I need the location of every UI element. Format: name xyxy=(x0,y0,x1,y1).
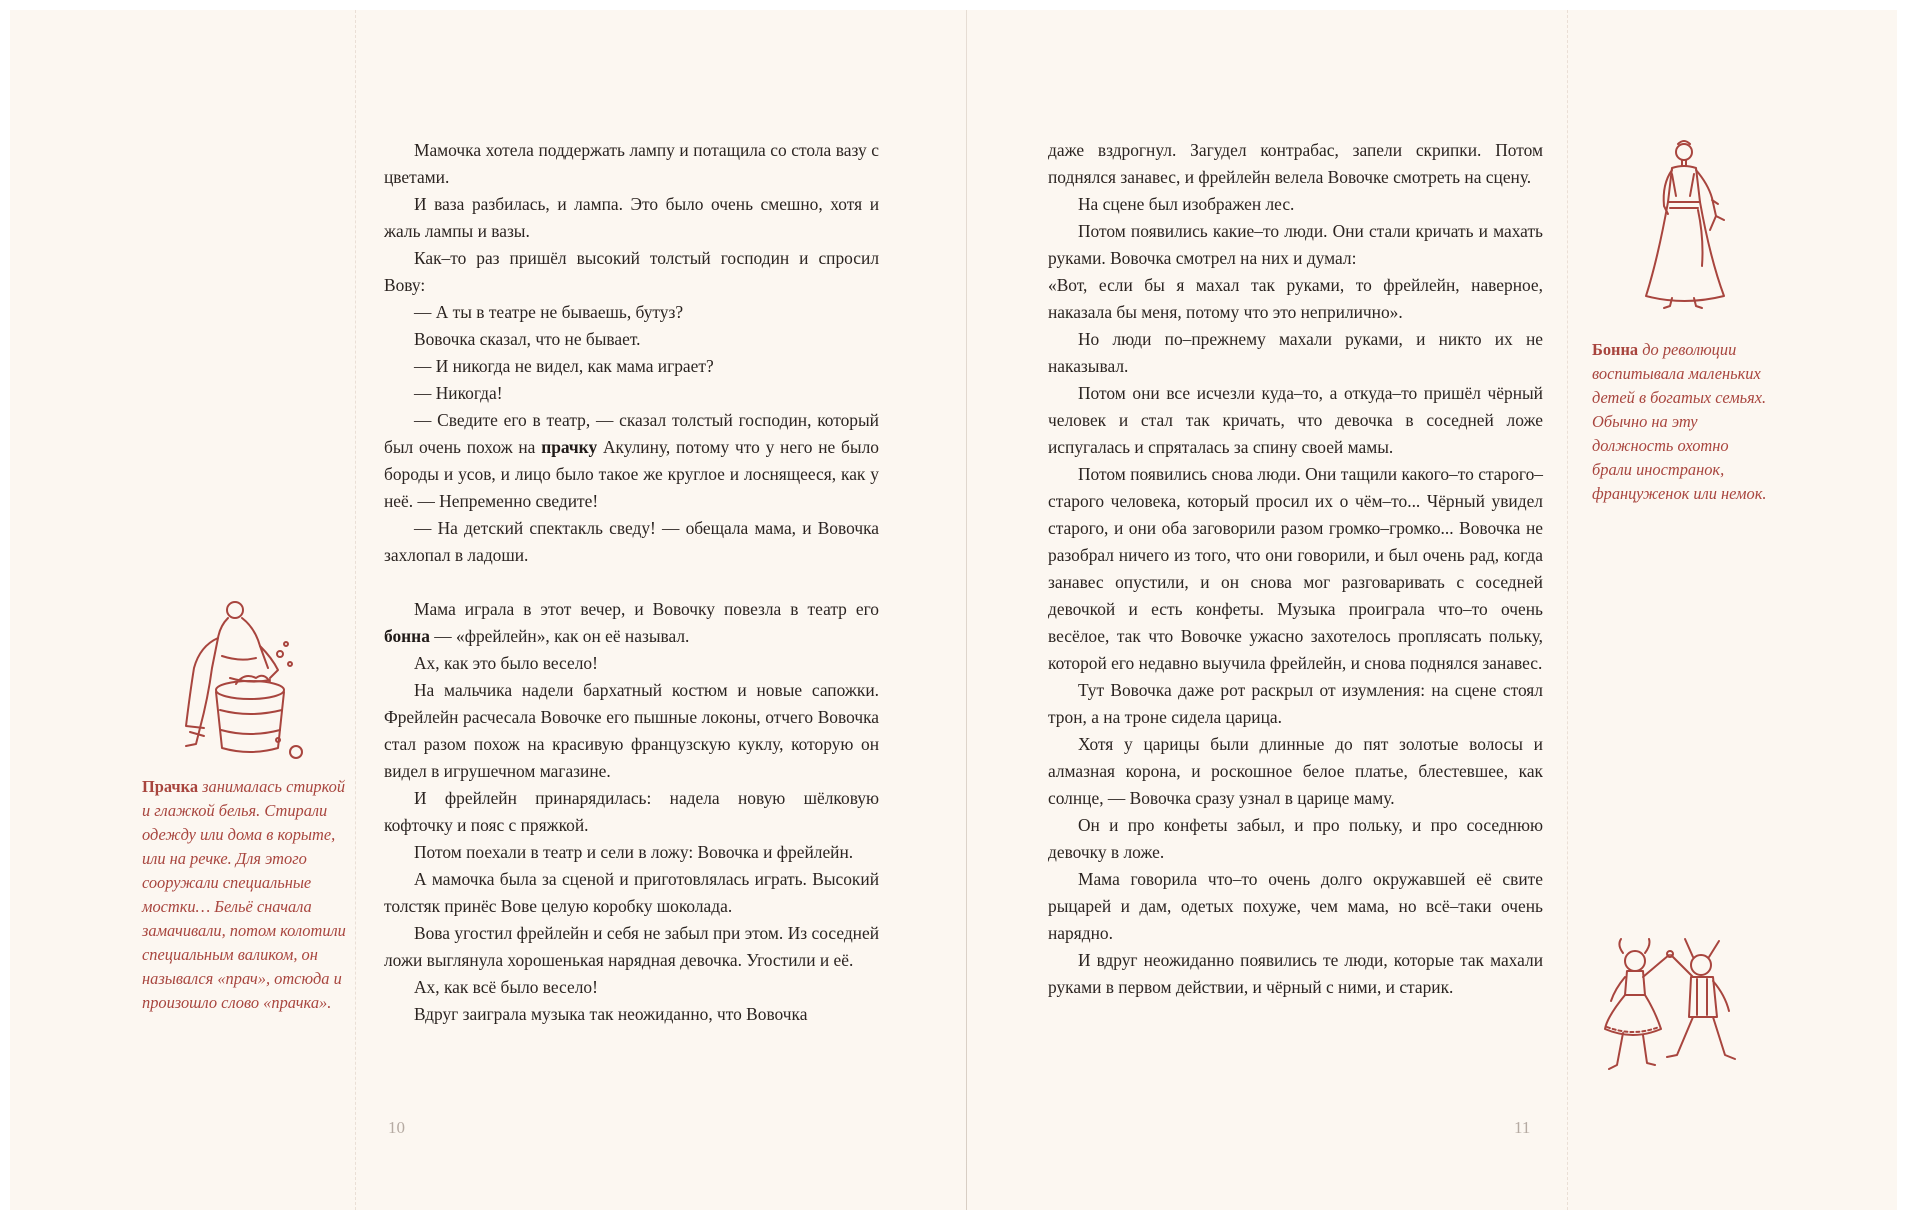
paragraph: — Никогда! xyxy=(414,383,503,403)
paragraph: Он и про конфеты забыл, и про польку, и про соседнюю девочку в ложе. xyxy=(1048,815,1543,862)
note-text: до революции воспитывала маленьких детей в богатых семьях. Обычно на эту должность охотно брали иностранок, француженок или немок. xyxy=(1592,340,1767,503)
dancing-children-illustration xyxy=(1597,925,1757,1095)
paragraph: Вдруг заиграла музыка так неожиданно, что Вовочка xyxy=(414,1004,808,1024)
paragraph: — Сведите его в театр, — сказал толстый господин, который был очень похож на прачку Акулину, потому что у него не было бороды и усов, и лицо было такое же круглое и лоснящееся, как у неё. — Непременно сведите! xyxy=(384,410,879,511)
paragraph: — На детский спектакль сведу! — обещала мама, и Вовочка захлопал в ладоши. xyxy=(384,518,879,565)
term-governess: бонна xyxy=(384,626,430,646)
note-washerwoman xyxy=(142,775,347,1015)
paragraph: А мамочка была за сценой и приготовлялась играть. Высокий толстяк принёс Вове целую коробку шоколада. xyxy=(384,869,879,916)
paragraph: На сцене был изображен лес. xyxy=(1078,194,1295,214)
book-spread xyxy=(10,10,1897,1210)
paragraph: Потом появились какие–то люди. Они стали кричать и махать руками. Вовочка смотрел на них и думал: xyxy=(1048,221,1543,268)
paragraph: Потом они все исчезли куда–то, а откуда–то пришёл чёрный человек и стал так кричать, что девочка в соседней ложе испугалась и спряталась за спину своей мамы. xyxy=(1048,383,1543,457)
paragraph: Ах, как всё было весело! xyxy=(414,977,598,997)
note-governess xyxy=(1592,338,1772,506)
paragraph: Ах, как это было весело! xyxy=(414,653,598,673)
book-gutter xyxy=(966,10,967,1210)
paragraph: Мамочка хотела поддержать лампу и потащила со стола вазу с цветами. xyxy=(384,140,879,187)
paragraph: «Вот, если бы я махал так руками, то фрейлейн, наверное, наказала бы меня, потому что это неприлично». xyxy=(1048,275,1543,322)
paragraph: Мама играла в этот вечер, и Вовочку повезла в театр его бонна — «фрейлейн», как он её называл. xyxy=(384,599,879,646)
paragraph: Как–то раз пришёл высокий толстый господин и спросил Вову: xyxy=(384,248,879,295)
paragraph: — И никогда не видел, как мама играет? xyxy=(414,356,714,376)
right-page-text xyxy=(1048,137,1543,1001)
note-term: Прачка xyxy=(142,777,199,796)
left-margin-line xyxy=(355,10,356,1210)
page-number-left: 10 xyxy=(388,1118,405,1137)
paragraph: И ваза разбилась, и лампа. Это было очень смешно, хотя и жаль лампы и вазы. xyxy=(384,194,879,241)
term-washerwoman: прачку xyxy=(541,437,598,457)
paragraph: И фрейлейн принарядилась: надела новую шёлковую кофточку и пояс с пряжкой. xyxy=(384,788,879,835)
governess-illustration xyxy=(1632,138,1742,313)
paragraph: Хотя у царицы были длинные до пят золотые волосы и алмазная корона, и роскошное белое платье, блестевшее, как солнце, — Вовочка сразу узнал в царице маму. xyxy=(1048,734,1543,808)
paragraph: Мама говорила что–то очень долго окружавшей её свите рыцарей и дам, одетых похуже, чем мама, но всё–таки очень нарядно. xyxy=(1048,869,1543,943)
paragraph: — А ты в театре не бываешь, бутуз? xyxy=(414,302,684,322)
right-margin-line xyxy=(1567,10,1568,1210)
paragraph: Потом появились снова люди. Они тащили какого–то старого–старого человека, который просил их о чём–то... Чёрный увидел старого, и они оба заговорили разом громко–громко... Вовочка не разобрал ничего из того, что они говорили, и был очень рад, когда занавес опустили, и он снова мог разговаривать с соседней девочкой и есть конфеты. Музыка проиграла что–то очень весёлое, так что Вовочке ужасно захотелось проплясать польку, которой его недавно выучила фрейлейн, и снова поднялся занавес. xyxy=(1048,464,1543,673)
left-page-text xyxy=(384,137,879,1028)
paragraph: Потом поехали в театр и сели в ложу: Вовочка и фрейлейн. xyxy=(414,842,854,862)
paragraph: Тут Вовочка даже рот раскрыл от изумления: на сцене стоял трон, а на троне сидела царица. xyxy=(1048,680,1543,727)
paragraph: даже вздрогнул. Загудел контрабас, запели скрипки. Потом поднялся занавес, и фрейлейн велела Вовочке смотреть на сцену. xyxy=(1048,140,1543,187)
paragraph: Вовочка сказал, что не бывает. xyxy=(414,329,641,349)
page-number-right: 11 xyxy=(1514,1118,1531,1137)
paragraph: На мальчика надели бархатный костюм и новые сапожки. Фрейлейн расчесала Вовочке его пышные локоны, отчего Вовочка стал разом похож на красивую французскую куклу, которую он видел в игрушечном магазине. xyxy=(384,680,879,781)
note-term: Бонна xyxy=(1592,340,1639,359)
washerwoman-illustration xyxy=(160,598,320,768)
paragraph: И вдруг неожиданно появились те люди, которые так махали руками в первом действии, и чёрный с ними, и старик. xyxy=(1048,950,1543,997)
note-text: занималась стиркой и глажкой белья. Стирали одежду или дома в корыте, или на речке. Для этого сооружали специальные мостки… Бельё сначала замачивали, потом колотили специальным валиком, он назывался «прач», отсюда и произошло слово «прачка». xyxy=(142,777,346,1012)
paragraph: Вова угостил фрейлейн и себя не забыл при этом. Из соседней ложи выглянула хорошенькая нарядная девочка. Угостили и её. xyxy=(384,923,879,970)
paragraph: Но люди по–прежнему махали руками, и никто их не наказывал. xyxy=(1048,329,1543,376)
